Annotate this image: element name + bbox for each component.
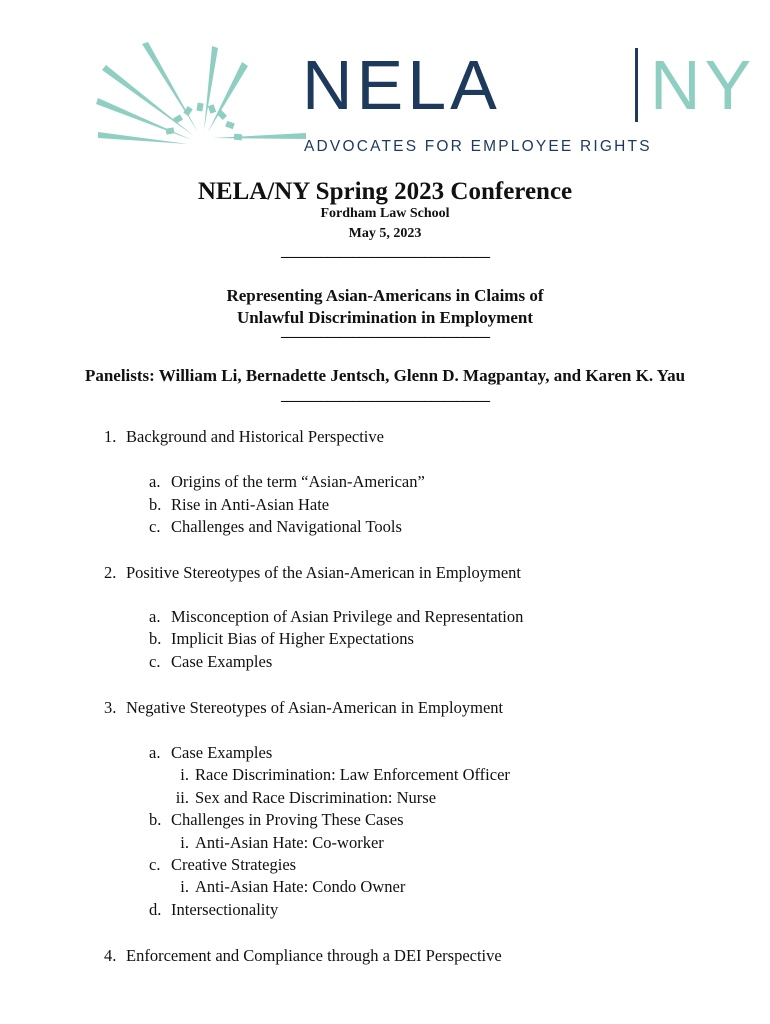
brand-ny: NY	[650, 46, 756, 124]
nela-ny-logo	[92, 40, 756, 160]
topic-line-1: Representing Asian-Americans in Claims of	[226, 286, 544, 305]
divider-rule: ________________________________	[281, 324, 489, 340]
outline-section-1: 1. Background and Historical Perspective	[104, 427, 384, 446]
outline-subitem: ii. Sex and Race Discrimination: Nurse	[175, 788, 437, 807]
sunburst-icon	[92, 40, 307, 150]
outline-item: c. Challenges and Navigational Tools	[149, 517, 402, 536]
outline-subitem: i. Anti-Asian Hate: Condo Owner	[180, 877, 406, 896]
panelists: Panelists: William Li, Bernadette Jentsch, Glenn D. Magpantay, and Karen K. Yau	[84, 366, 686, 385]
venue: Fordham Law School	[320, 206, 450, 221]
topic-line-2: Unlawful Discrimination in Employment	[236, 308, 534, 327]
date: May 5, 2023	[348, 226, 422, 241]
outline-item: c. Case Examples	[149, 652, 273, 671]
outline-item: c. Creative Strategies	[149, 855, 297, 874]
outline-section-3: 3. Negative Stereotypes of Asian-American in Employment	[104, 698, 504, 717]
outline-item: b. Challenges in Proving These Cases	[149, 810, 404, 829]
outline-subitem: i. Race Discrimination: Law Enforcement Officer	[180, 765, 510, 784]
page-title: NELA/NY Spring 2023 Conference	[197, 178, 573, 205]
divider-rule: ________________________________	[281, 244, 489, 260]
brand-divider	[635, 48, 638, 122]
outline-item: b. Rise in Anti-Asian Hate	[149, 495, 330, 514]
outline-section-4: 4. Enforcement and Compliance through a DEI Perspective	[104, 946, 502, 965]
outline-item: a. Case Examples	[149, 743, 273, 762]
outline-item: d. Intersectionality	[149, 900, 279, 919]
brand-nela: NELA	[302, 46, 501, 124]
outline-item: a. Misconception of Asian Privilege and Representation	[149, 607, 524, 626]
divider-rule: ________________________________	[281, 388, 489, 404]
brand-wordmark	[302, 46, 756, 124]
outline-item: b. Implicit Bias of Higher Expectations	[149, 629, 414, 648]
outline-section-2: 2. Positive Stereotypes of the Asian-American in Employment	[104, 563, 522, 582]
brand-tagline: ADVOCATES FOR EMPLOYEE RIGHTS	[304, 138, 652, 155]
outline-subitem: i. Anti-Asian Hate: Co-worker	[180, 833, 384, 852]
outline-item: a. Origins of the term “Asian-American”	[149, 472, 425, 491]
